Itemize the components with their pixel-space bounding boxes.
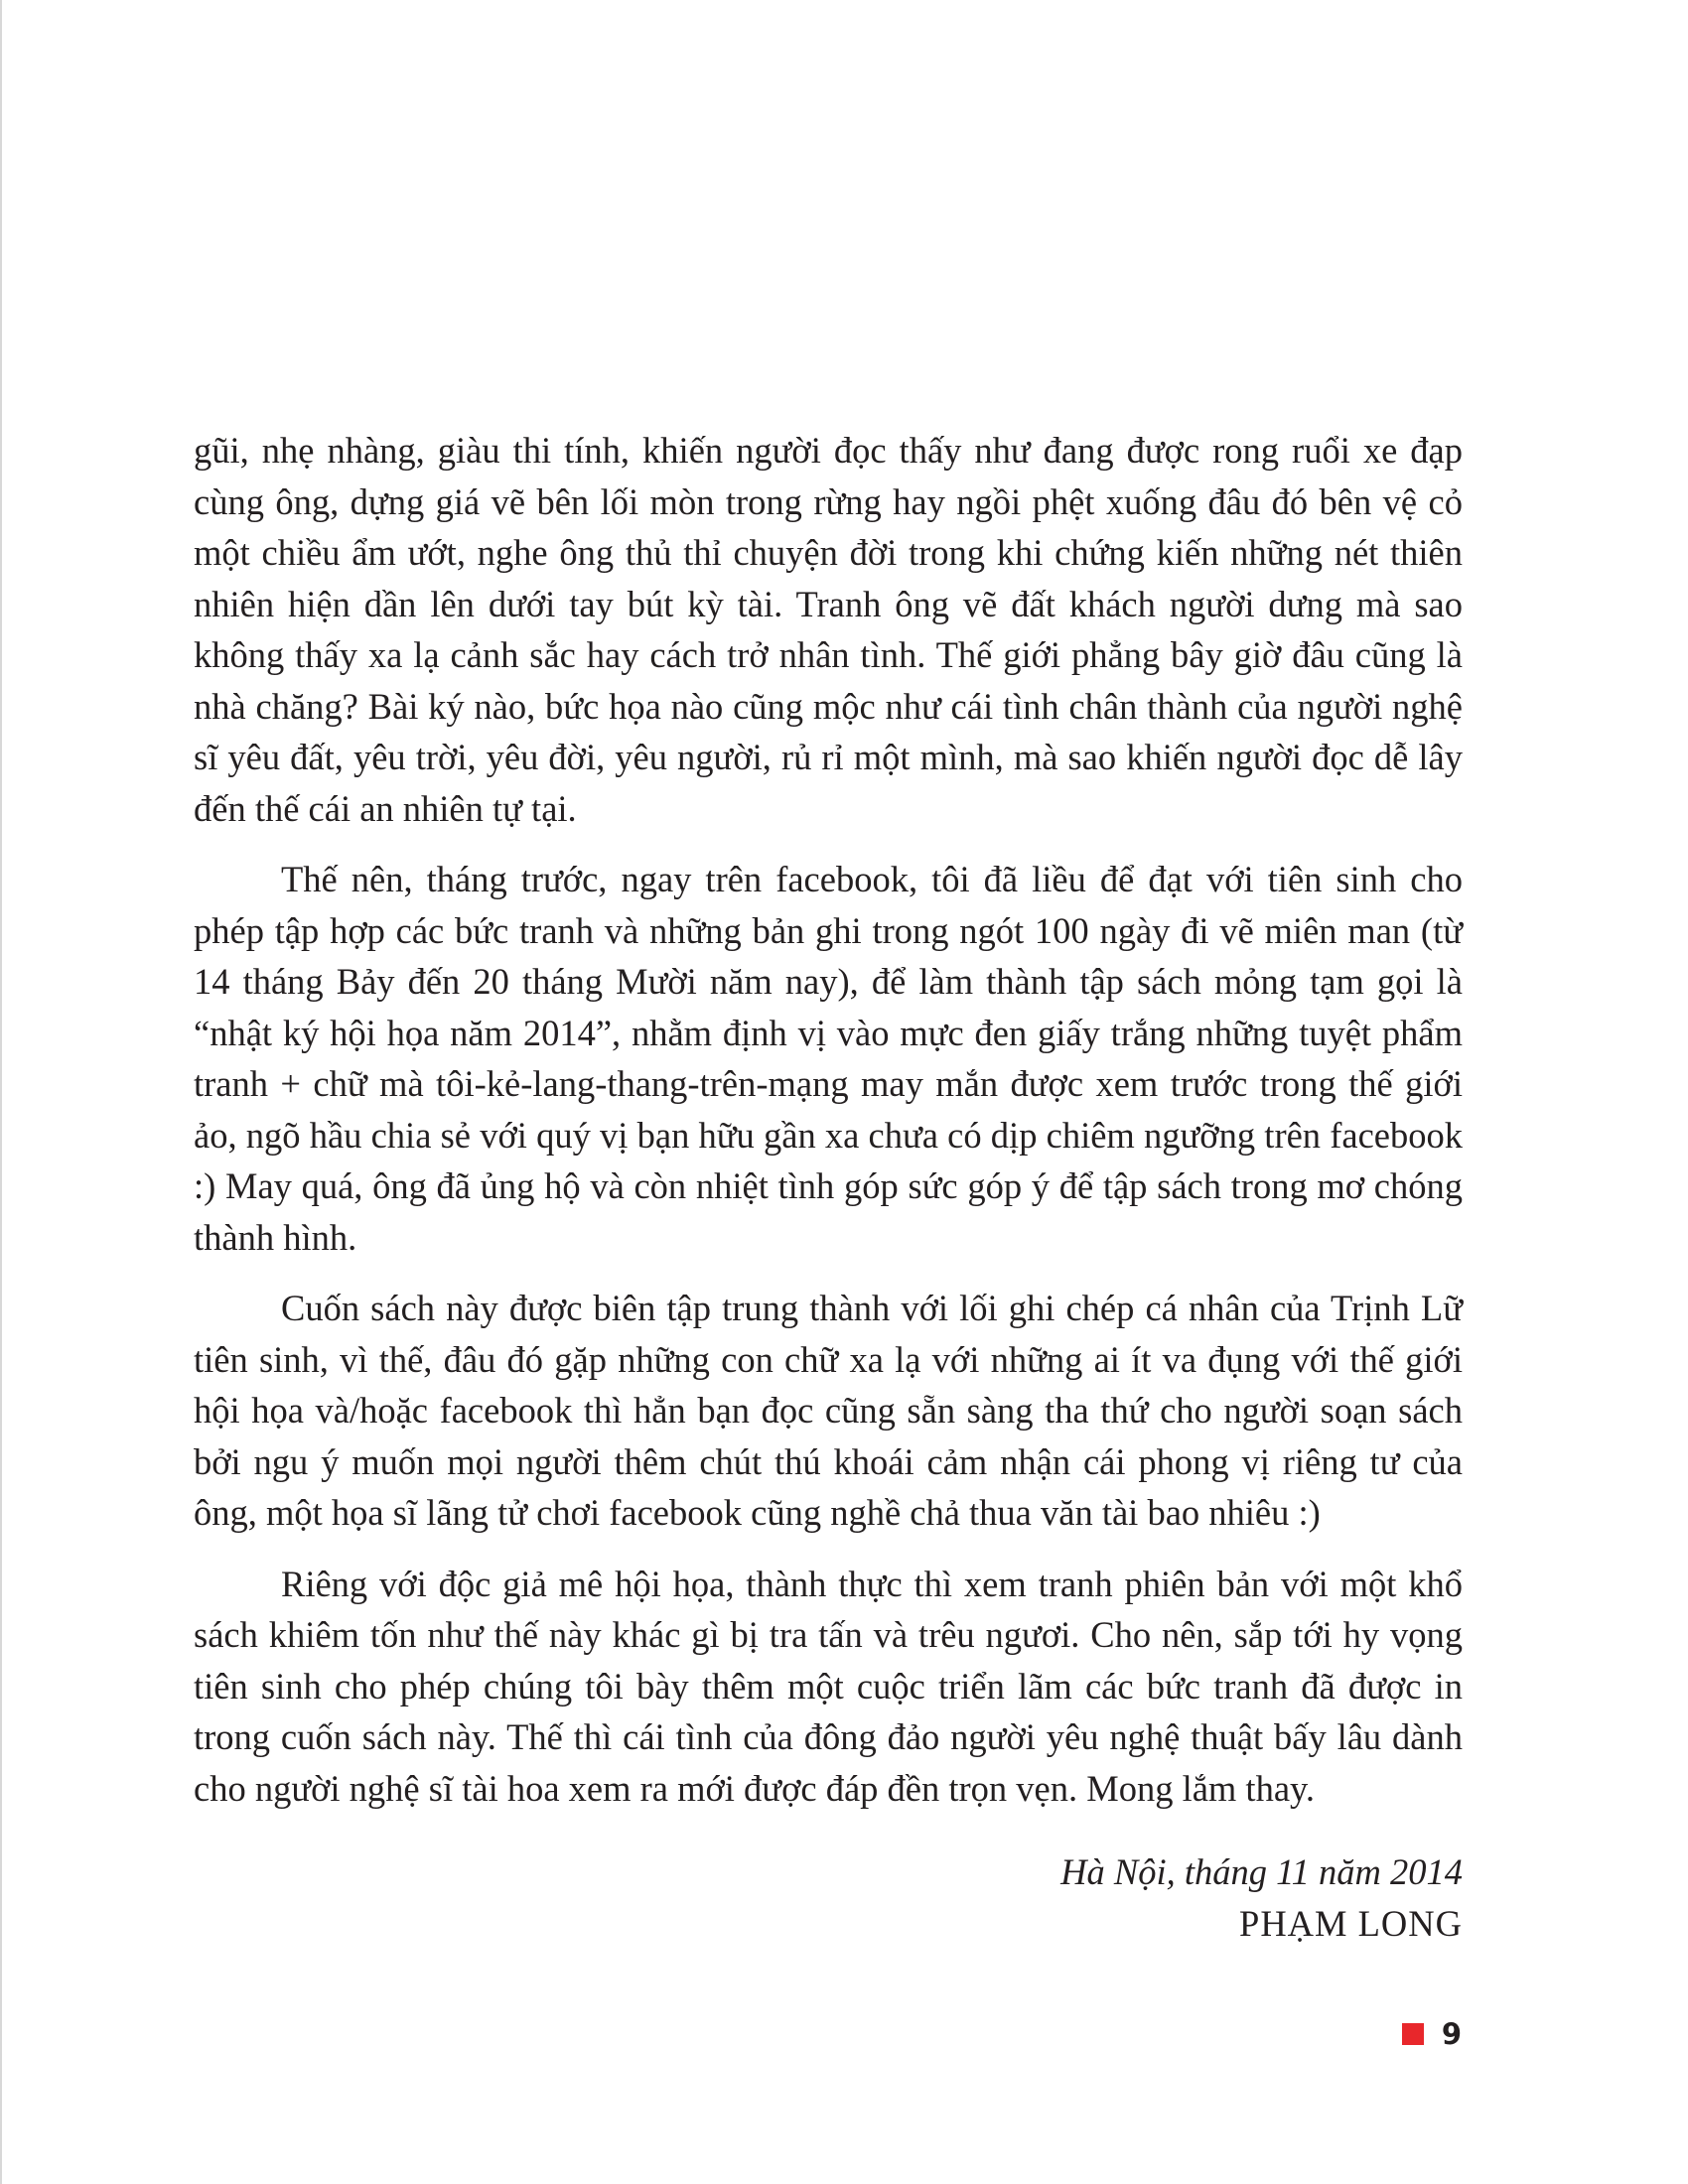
page-edge-line [0,0,2,2184]
page-number: 9 [1441,2017,1462,2051]
place-date: Hà Nội, tháng 11 năm 2014 [1060,1851,1463,1892]
body-text [194,425,1463,1834]
red-square-marker [1402,2023,1424,2045]
paragraph: Thế nên, tháng trước, ngay trên facebook, tôi đã liều để đạt với tiên sinh cho phép tập hợp các bức tranh và những bản ghi trong ngót 100 ngày đi vẽ miên man (từ 14 tháng Bảy đến 20 tháng Mười năm nay), để làm thành tập sách mỏng tạm gọi là “nhật ký hội họa năm 2014”, nhằm định vị vào mực đen giấy trắng những tuyệt phẩm tranh + chữ mà tôi-kẻ-lang-thang-trên-mạng may mắn được xem trước trong thế giới ảo, ngõ hầu chia sẻ với quý vị bạn hữu gần xa chưa có dịp chiêm ngưỡng trên facebook :) May quá, ông đã ủng hộ và còn nhiệt tình góp sức góp ý để tập sách trong mơ chóng thành hình. [194,859,1463,1258]
paragraph: gũi, nhẹ nhàng, giàu thi tính, khiến người đọc thấy như đang được rong ruổi xe đạp cùng ông, dựng giá vẽ bên lối mòn trong rừng hay ngồi phệt xuống đâu đó bên vệ cỏ một chiều ẩm ướt, nghe ông thủ thỉ chuyện đời trong khi chứng kiến những nét thiên nhiên hiện dần lên dưới tay bút kỳ tài. Tranh ông vẽ đất khách người dưng mà sao không thấy xa lạ cảnh sắc hay cách trở nhân tình. Thế giới phẳng bây giờ đâu cũng là nhà chăng? Bài ký nào, bức họa nào cũng mộc như cái tình chân thành của người nghệ sĩ yêu đất, yêu trời, yêu đời, yêu người, rủ rỉ một mình, mà sao khiến người đọc dễ lây đến thế cái an nhiên tự tại. [194,430,1463,829]
paragraph: Cuốn sách này được biên tập trung thành với lối ghi chép cá nhân của Trịnh Lữ tiên sinh, vì thế, đâu đó gặp những con chữ xa lạ với những ai ít va đụng với thế giới hội họa và/hoặc facebook thì hẳn bạn đọc cũng sẵn sàng tha thứ cho người soạn sách bởi ngu ý muốn mọi người thêm chút thú khoái cảm nhận cái phong vị riêng tư của ông, một họa sĩ lãng tử chơi facebook cũng nghề chả thua văn tài bao nhiêu :) [194,1288,1463,1533]
author-name: PHẠM LONG [1239,1903,1463,1944]
page-footer [1402,2017,1462,2051]
paragraph: Riêng với độc giả mê hội họa, thành thực thì xem tranh phiên bản với một khổ sách khiêm tốn như thế này khác gì bị tra tấn và trêu ngươi. Cho nên, sắp tới hy vọng tiên sinh cho phép chúng tôi bày thêm một cuộc triển lãm các bức tranh đã được in trong cuốn sách này. Thế thì cái tình của đông đảo người yêu nghệ thuật bấy lâu dành cho người nghệ sĩ tài hoa xem ra mới được đáp đền trọn vẹn. Mong lắm thay. [194,1563,1463,1809]
signature-block [1060,1846,1463,1950]
